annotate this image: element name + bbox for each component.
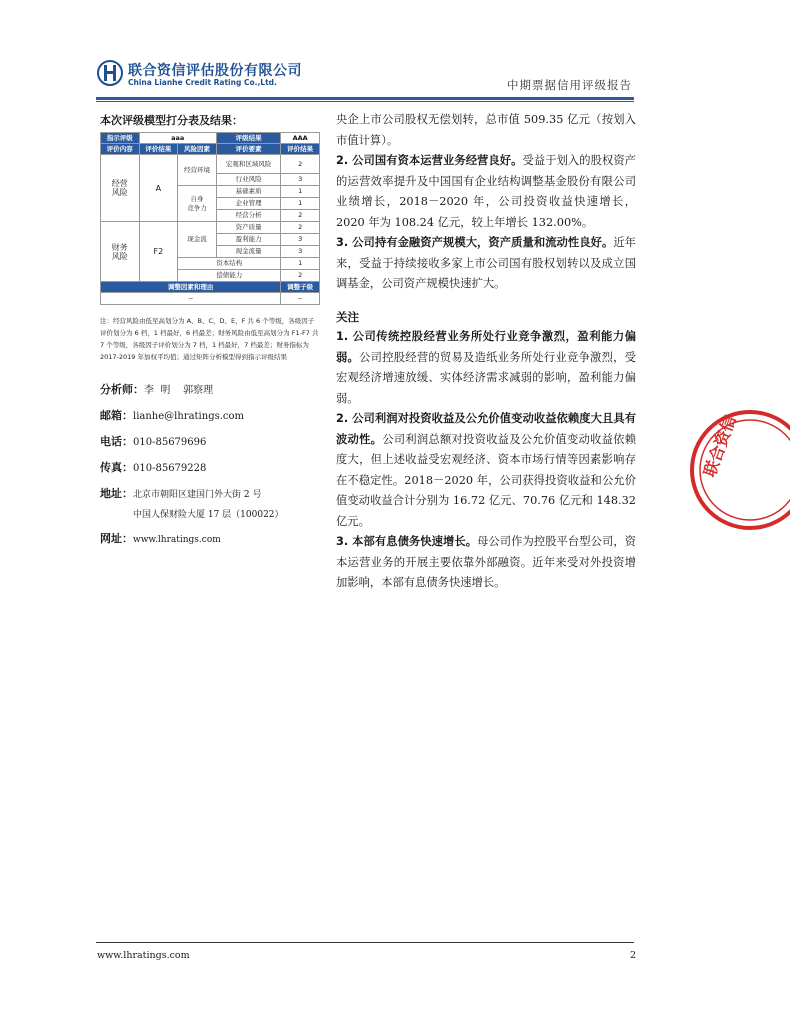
phone-row bbox=[100, 433, 320, 449]
email-row bbox=[100, 407, 320, 423]
paragraph bbox=[336, 233, 636, 295]
paragraph-heading: 1. 公司传统控股经营业务所处行业竞争激烈，盈利能力偏弱。 bbox=[336, 330, 636, 364]
operating-risk-result: A bbox=[139, 155, 178, 222]
item-score: 2 bbox=[281, 222, 320, 234]
item-name: 资产质量 bbox=[216, 222, 281, 234]
item-name: 资本结构 bbox=[178, 258, 281, 270]
email-value[interactable]: lianhe@lhratings.com bbox=[133, 411, 245, 422]
item-score: 3 bbox=[281, 246, 320, 258]
address-row bbox=[100, 485, 320, 501]
adjust-value: -- bbox=[101, 293, 281, 305]
company-logo-icon bbox=[97, 60, 123, 86]
fax-value: 010-85679228 bbox=[133, 463, 207, 474]
item-name: 经营分析 bbox=[216, 210, 281, 222]
adjust-sub-value: -- bbox=[281, 293, 320, 305]
paragraph-body: 公司利润总额对投资收益及公允价值变动收益依赖度大，但上述收益受宏观经济、资本市场行情等因素影响存在不稳定性。2018－2020 年，公司获得投资收益和公允价值变动收益合计分别为 16.72 亿元、70.76 亿元和 148.32 亿元。 bbox=[336, 432, 636, 528]
item-name: 宏观和区域风险 bbox=[216, 155, 281, 174]
footer-divider bbox=[96, 942, 634, 943]
contact-block bbox=[100, 381, 320, 546]
right-column bbox=[336, 110, 636, 594]
paragraph-heading: 2. 公司利润对投资收益及公允价值变动收益依赖度大且具有波动性。 bbox=[336, 412, 636, 446]
adjust-sub-label: 调整子级 bbox=[281, 282, 320, 293]
operating-risk-label: 经营 风险 bbox=[101, 155, 140, 222]
header-divider bbox=[96, 97, 634, 100]
analyst-row bbox=[100, 381, 320, 397]
col-header: 评价内容 bbox=[101, 144, 140, 155]
result-label: 评级结果 bbox=[216, 133, 281, 144]
footer-url[interactable]: www.lhratings.com bbox=[97, 950, 190, 961]
fax-label: 传真： bbox=[100, 461, 133, 474]
rating-summary-row bbox=[101, 133, 320, 144]
concern-title: 关注 bbox=[336, 309, 359, 324]
item-name: 现金流量 bbox=[216, 246, 281, 258]
item-score: 2 bbox=[281, 270, 320, 282]
company-name-cn: 联合资信评估股份有限公司 bbox=[128, 63, 302, 79]
item-score: 3 bbox=[281, 234, 320, 246]
phone-value: 010-85679696 bbox=[133, 437, 207, 448]
financial-risk-result: F2 bbox=[139, 222, 178, 282]
paragraph-heading: 2. 公司国有资本运营业务经营良好。 bbox=[336, 154, 523, 167]
website-value[interactable]: www.lhratings.com bbox=[133, 535, 221, 545]
seal-text: 联合资信 bbox=[699, 412, 740, 480]
paragraph-heading: 3. 公司持有金融资产规模大，资产质量和流动性良好。 bbox=[336, 236, 614, 249]
table-row bbox=[101, 155, 320, 174]
page-number: 2 bbox=[629, 950, 636, 961]
analyst-value: 李 明 郭察理 bbox=[144, 385, 214, 396]
item-score: 2 bbox=[281, 155, 320, 174]
score-table bbox=[100, 132, 320, 305]
item-score: 3 bbox=[281, 174, 320, 186]
table-header-row bbox=[101, 144, 320, 155]
paragraph bbox=[336, 151, 636, 233]
address-line1: 北京市朝阳区建国门外大街 2 号 bbox=[133, 490, 262, 500]
paragraph-body: 公司控股经营的贸易及造纸业务所处行业竞争激烈，受宏观经济增速放缓、实体经济需求减弱的影响，盈利能力偏弱。 bbox=[336, 350, 636, 405]
analyst-label: 分析师： bbox=[100, 383, 144, 396]
col-header: 评价要素 bbox=[216, 144, 281, 155]
address-line2: 中国人保财险大厦 17 层（100022） bbox=[133, 510, 284, 520]
paragraph-heading: 3. 本部有息债务快速增长。 bbox=[336, 535, 478, 548]
left-column bbox=[100, 112, 320, 556]
address-label: 地址： bbox=[100, 487, 133, 500]
phone-label: 电话： bbox=[100, 435, 133, 448]
paragraph-body: 近年来，受益于持续接收多家上市公司国有股权划转以及成立国调基金，公司资产规模快速扩大。 bbox=[336, 236, 636, 290]
table-row bbox=[101, 222, 320, 234]
header-divider-thin bbox=[96, 101, 634, 102]
item-score: 1 bbox=[281, 258, 320, 270]
result-value: AAA bbox=[281, 133, 320, 144]
col-header: 评价结果 bbox=[139, 144, 178, 155]
table-note: 注：经营风险由低至高划分为 A、B、C、D、E、F 共 6 个等级，各级因子评价划分为 6 档，1 档最好，6 档最差；财务风险由低至高划分为 F1-F7 共 7 个等级，各级因子评价划分为 7 档，1 档最好，7 档最差；财务指标为 2017-2019 年加权平均值；通过矩阵分析模型得到指示评级结果 bbox=[100, 317, 319, 361]
item-name: 偿债能力 bbox=[178, 270, 281, 282]
paragraph bbox=[336, 532, 636, 594]
paragraph bbox=[336, 409, 636, 532]
paragraph-body: 母公司作为控股平台型公司，资本运营业务的开展主要依靠外部融资。近年来受对外投资增加影响，本部有息债务快速增长。 bbox=[336, 535, 636, 589]
item-score: 1 bbox=[281, 198, 320, 210]
fax-row bbox=[100, 459, 320, 475]
paragraph: 央企上市公司股权无偿划转，总市值 509.35 亿元（按划入市值计算）。 bbox=[336, 113, 636, 147]
paragraph bbox=[336, 327, 636, 409]
item-name: 盈利能力 bbox=[216, 234, 281, 246]
financial-factor-cashflow: 现金流 bbox=[178, 222, 217, 258]
item-score: 1 bbox=[281, 186, 320, 198]
adjust-label: 调整因素和理由 bbox=[101, 282, 281, 293]
item-score: 2 bbox=[281, 210, 320, 222]
website-row bbox=[100, 530, 320, 546]
adjust-value-row bbox=[101, 293, 320, 305]
score-table-title: 本次评级模型打分表及结果： bbox=[100, 114, 243, 127]
operating-factor-env: 经营环境 bbox=[178, 155, 217, 186]
document-title: 中期票据信用评级报告 bbox=[507, 78, 632, 92]
company-name-en: China Lianhe Credit Rating Co.,Ltd. bbox=[128, 78, 277, 87]
item-name: 基础素质 bbox=[216, 186, 281, 198]
email-label: 邮箱： bbox=[100, 409, 133, 422]
adjust-header-row bbox=[101, 282, 320, 293]
item-name: 行业风险 bbox=[216, 174, 281, 186]
financial-risk-label: 财务 风险 bbox=[101, 222, 140, 282]
company-seal bbox=[680, 400, 790, 540]
col-header: 评价结果 bbox=[281, 144, 320, 155]
paragraph-body: 受益于划入的股权资产的运营效率提升及中国国有企业结构调整基金股份有限公司业绩增长，2018－2020 年，公司投资收益快速增长，2020 年为 108.24 亿元，较上年增长 132.00%。 bbox=[336, 154, 636, 229]
item-name: 企业管理 bbox=[216, 198, 281, 210]
operating-factor-competitiveness: 自身 竞争力 bbox=[178, 186, 217, 222]
website-label: 网址： bbox=[100, 532, 133, 545]
indicator-value: aaa bbox=[139, 133, 216, 144]
col-header: 风险因素 bbox=[178, 144, 217, 155]
indicator-label: 指示评级 bbox=[101, 133, 140, 144]
